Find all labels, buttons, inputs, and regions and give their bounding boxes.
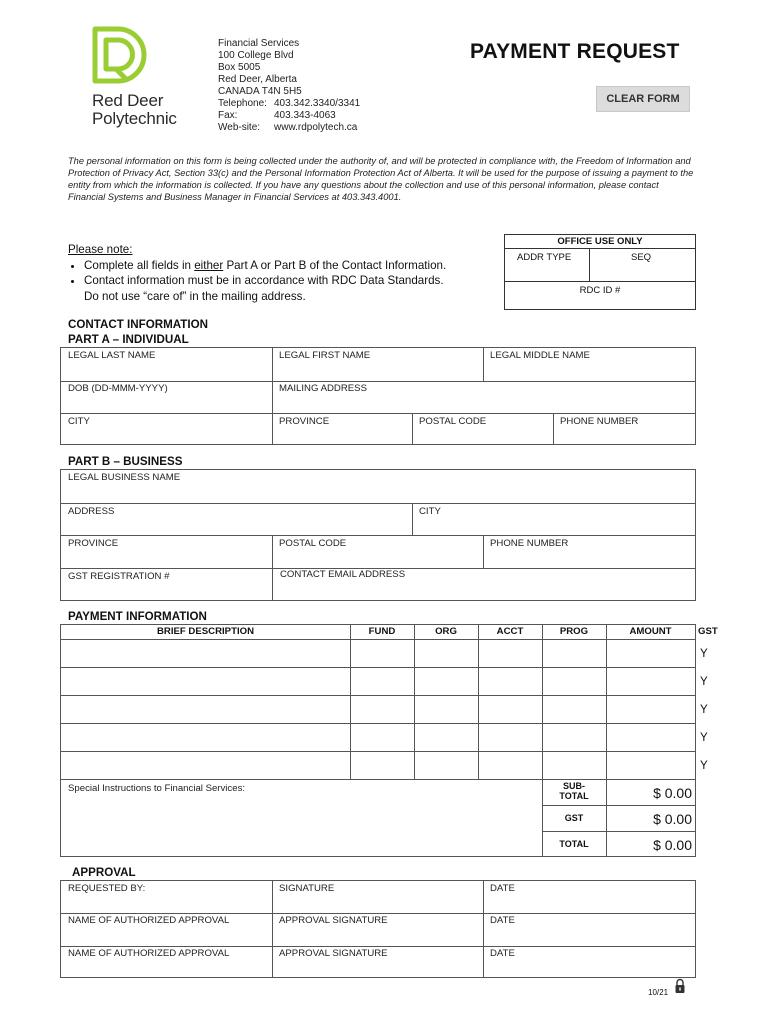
province-field[interactable]: PROVINCE xyxy=(279,416,330,427)
subtotal-label: SUB-TOTAL xyxy=(559,781,589,801)
office-use-row xyxy=(505,249,695,282)
contact-email-field[interactable]: CONTACT EMAIL ADDRESS xyxy=(280,569,406,580)
col-amount: AMOUNT xyxy=(629,626,672,637)
note-emphasis: either xyxy=(194,258,224,272)
fax-value: 403.343-4063 xyxy=(274,110,336,121)
approval-signature-field[interactable]: APPROVAL SIGNATURE xyxy=(279,915,388,926)
part-b-grid xyxy=(60,469,696,601)
fax-label: Fax: xyxy=(218,110,238,121)
logo-line-2: Polytechnic xyxy=(92,109,177,128)
contact-info-heading: CONTACT INFORMATION xyxy=(68,318,208,331)
addr-type-field[interactable]: ADDR TYPE xyxy=(517,252,572,263)
payment-info-heading: PAYMENT INFORMATION xyxy=(68,610,207,623)
divider xyxy=(61,946,695,947)
fax-row xyxy=(218,110,360,122)
divider xyxy=(483,348,484,381)
contact-line: Box 5005 xyxy=(218,62,261,73)
divider xyxy=(61,913,695,914)
contact-line: Financial Services xyxy=(218,38,300,49)
legal-first-name-field[interactable]: LEGAL FIRST NAME xyxy=(279,350,371,361)
col-fund: FUND xyxy=(368,626,396,637)
legal-middle-name-field[interactable]: LEGAL MIDDLE NAME xyxy=(490,350,590,361)
revision-date: 10/21 xyxy=(648,988,669,997)
divider xyxy=(478,625,479,779)
divider xyxy=(542,625,543,857)
contact-line: CANADA T4N 5H5 xyxy=(218,86,302,97)
contact-line: 100 College Blvd xyxy=(218,50,294,61)
divider xyxy=(61,695,695,696)
approval-heading: APPROVAL xyxy=(72,866,136,879)
seq-field[interactable]: SEQ xyxy=(631,252,652,263)
gst-toggle[interactable]: Y xyxy=(700,732,708,744)
divider xyxy=(61,535,695,536)
divider xyxy=(61,723,695,724)
contact-block xyxy=(218,38,360,134)
divider xyxy=(61,413,695,414)
divider xyxy=(61,639,695,640)
col-brief-description: BRIEF DESCRIPTION xyxy=(156,626,254,637)
rdc-id-field[interactable]: RDC ID # xyxy=(579,285,621,296)
office-use-box xyxy=(504,234,696,310)
note-text: Contact information must be in accordance with RDC Data Standards. xyxy=(84,274,444,287)
logo-line-1: Red Deer xyxy=(92,91,164,110)
approval-grid xyxy=(60,880,696,978)
business-address-field[interactable]: ADDRESS xyxy=(68,506,115,517)
divider xyxy=(542,831,695,832)
col-org: ORG xyxy=(435,626,457,637)
page-title: PAYMENT REQUEST xyxy=(470,40,680,63)
business-city-field[interactable]: CITY xyxy=(419,506,441,517)
note-heading: Please note: xyxy=(68,243,133,256)
divider xyxy=(272,413,273,445)
divider xyxy=(272,381,273,413)
divider xyxy=(589,249,590,281)
col-gst: GST xyxy=(698,626,718,637)
divider xyxy=(412,503,413,535)
please-note xyxy=(68,242,498,304)
authorized-approval-name-field[interactable]: NAME OF AUTHORIZED APPROVAL xyxy=(68,915,230,926)
business-province-field[interactable]: PROVINCE xyxy=(68,538,119,549)
requested-by-field[interactable]: REQUESTED BY: xyxy=(68,883,146,894)
gst-registration-field[interactable]: GST REGISTRATION # xyxy=(68,571,170,582)
divider xyxy=(61,503,695,504)
divider xyxy=(61,779,695,780)
signature-field[interactable]: SIGNATURE xyxy=(279,883,335,894)
divider xyxy=(483,881,484,977)
approval-date-field[interactable]: DATE xyxy=(490,948,515,959)
city-field[interactable]: CITY xyxy=(68,416,90,427)
business-postal-code-field[interactable]: POSTAL CODE xyxy=(279,538,347,549)
note-item xyxy=(84,258,498,274)
divider xyxy=(272,881,273,977)
legal-business-name-field[interactable]: LEGAL BUSINESS NAME xyxy=(68,472,181,483)
telephone-label: Telephone: xyxy=(218,98,267,109)
divider xyxy=(272,568,273,601)
divider xyxy=(483,535,484,568)
note-item xyxy=(84,273,498,304)
divider xyxy=(272,348,273,381)
note-text: Complete all fields in xyxy=(84,258,195,272)
note-list xyxy=(68,258,498,305)
contact-line: Red Deer, Alberta xyxy=(218,74,297,85)
authorized-approval-name-field[interactable]: NAME OF AUTHORIZED APPROVAL xyxy=(68,948,230,959)
total-label: TOTAL xyxy=(559,839,589,849)
office-use-title: OFFICE USE ONLY xyxy=(505,235,695,249)
gst-toggle[interactable]: Y xyxy=(700,704,708,716)
logo-wordmark xyxy=(92,92,177,128)
total-value: $ 0.00 xyxy=(653,837,692,853)
website-label: Web-site: xyxy=(218,122,261,133)
part-b-heading: PART B – BUSINESS xyxy=(68,455,183,468)
privacy-notice: The personal information on this form is being collected under the authority of, and will be protected in compliance with, the Freedom of Information and Protection of Privacy Act, Section 33(c) and the Personal Information Protection Act of Alberta. It will be used for the purpose of issuing a payment to the entity from which the information is collected. If you have any questions about the collection and use of this personal information, please contact Financial Systems and Business Manager in Financial Services at 403.343.4001. xyxy=(68,156,694,202)
telephone-row xyxy=(218,98,360,110)
gst-value: $ 0.00 xyxy=(653,811,692,827)
clear-form-button[interactable]: CLEAR FORM xyxy=(596,86,690,112)
postal-code-field[interactable]: POSTAL CODE xyxy=(419,416,487,427)
divider xyxy=(61,751,695,752)
gst-toggle[interactable]: Y xyxy=(700,676,708,688)
legal-last-name-field[interactable]: LEGAL LAST NAME xyxy=(68,350,156,361)
divider xyxy=(350,625,351,779)
divider xyxy=(272,535,273,568)
website-row xyxy=(218,122,360,134)
approval-date-field[interactable]: DATE xyxy=(490,915,515,926)
website-value[interactable]: www.rdpolytech.ca xyxy=(274,122,358,133)
approval-signature-field[interactable]: APPROVAL SIGNATURE xyxy=(279,948,388,959)
lock-icon xyxy=(674,978,686,994)
date-field[interactable]: DATE xyxy=(490,883,515,894)
subtotal-value: $ 0.00 xyxy=(653,785,692,801)
col-acct: ACCT xyxy=(496,626,524,637)
mailing-address-field[interactable]: MAILING ADDRESS xyxy=(279,383,367,394)
gst-toggle[interactable]: Y xyxy=(700,760,708,772)
special-instructions-field[interactable]: Special Instructions to Financial Services: xyxy=(68,783,246,794)
phone-number-field[interactable]: PHONE NUMBER xyxy=(560,416,639,427)
divider xyxy=(61,667,695,668)
divider xyxy=(606,625,607,857)
part-a-grid xyxy=(60,347,696,445)
gst-label: GST xyxy=(564,813,584,823)
payment-grid xyxy=(60,624,696,857)
note-text: Part A or Part B of the Contact Information. xyxy=(223,258,447,272)
divider xyxy=(414,625,415,779)
divider xyxy=(553,413,554,445)
divider xyxy=(542,805,695,806)
col-prog: PROG xyxy=(559,626,589,637)
note-text: Do not use “care of” in the mailing address. xyxy=(84,289,306,303)
business-phone-field[interactable]: PHONE NUMBER xyxy=(490,538,569,549)
divider xyxy=(61,381,695,382)
telephone-value: 403.342.3340/3341 xyxy=(274,98,361,109)
gst-toggle[interactable]: Y xyxy=(700,648,708,660)
dob-field[interactable]: DOB (DD-MMM-YYYY) xyxy=(68,383,168,394)
divider xyxy=(412,413,413,445)
part-a-heading: PART A – INDIVIDUAL xyxy=(68,333,189,346)
